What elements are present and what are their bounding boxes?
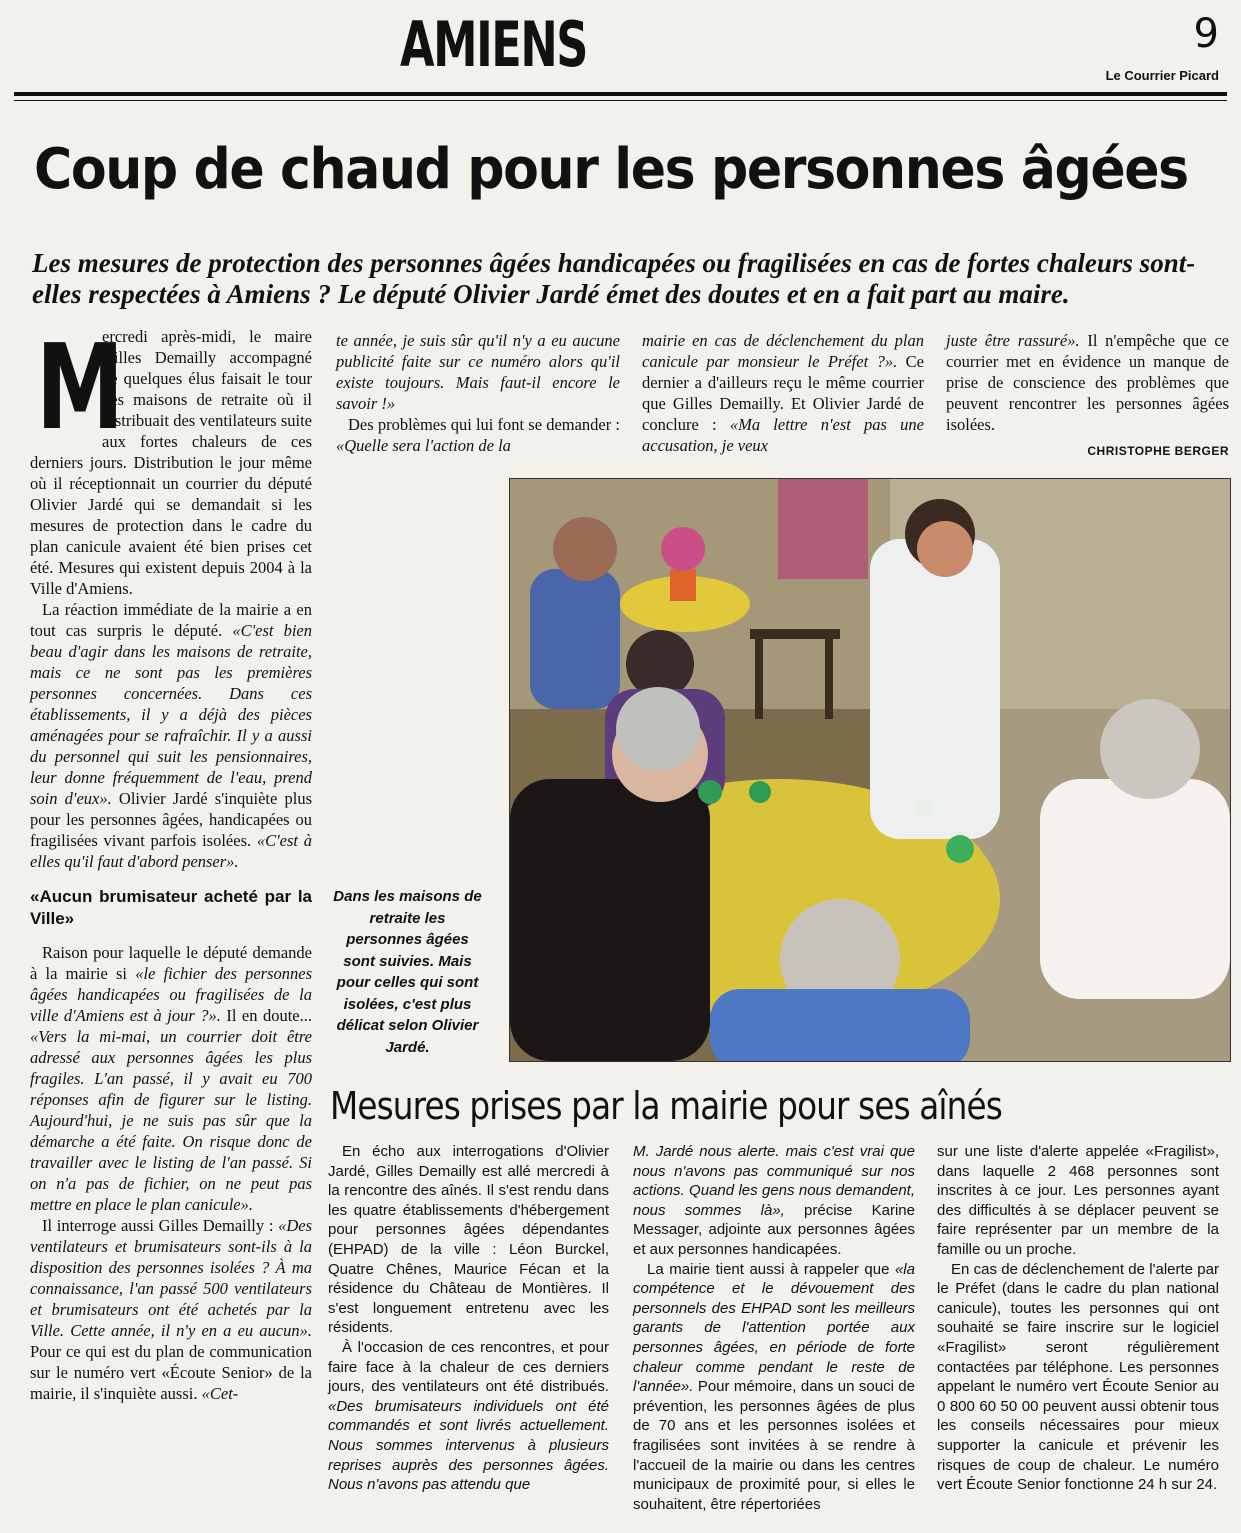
sidebar-column-1 (328, 1142, 609, 1495)
masthead-rule-thin (14, 100, 1227, 101)
paragraph: M. Jardé nous alerte. mais c'est vrai que nous n'avons pas communiqué sur nos actions. Quand les gens nous demandent, nous sommes là», précise Karine Messager, adjointe aux personnes âgées et aux personnes handicapées. (633, 1143, 915, 1258)
article-column-1 (30, 318, 313, 1404)
headline: Coup de chaud pour les personnes âgées (34, 137, 1188, 202)
paragraph: Raison pour laquelle le député demande à la mairie si «le fichier des personnes âgées handicapées ou fragilisées de la ville d'Amiens est à jour ?». Il en doute... «Vers la mi-mai, un courrier doit être adressé aux personnes âgées les plus fragiles. L'an passé, il y avait eu 700 réponses afin de figurer sur le listing. Aujourd'hui, je ne suis pas sûr que la démarche a été faite. On risque donc de travailler avec le listing de l'an passé. Si on n'a pas de fichier, on ne peut pas mettre en place le plan canicule». (30, 943, 313, 1214)
deck: Les mesures de protection des personnes âgées handicapées ou fragilisées en cas de fortes chaleurs sont-elles respectées à Amiens ? Le député Olivier Jardé émet des doutes et en a fait part au maire. (32, 248, 1196, 309)
sidebar-column-3 (937, 1142, 1219, 1495)
article-column-3 (642, 330, 924, 456)
byline: CHRISTOPHE BERGER (1087, 444, 1229, 458)
newspaper-name: Le Courrier Picard (1105, 68, 1219, 83)
paragraph: En cas de déclenchement de l'alerte par le Préfet (dans le cadre du plan national canicule), toutes les personnes qui ont souhaité se faire inscrire sur le logiciel «Fragilist» seront régulièrement contactées par téléphone. Les personnes appelant le numéro vert Écoute Senior au 0 800 60 50 00 peuvent aussi obtenir tous les conseils nécessaires pour mieux supporter la canicule et prévenir les risques de coup de chaleur. Le numéro vert Écoute Senior fonctionne 24 h sur 24. (937, 1260, 1219, 1494)
photo-elderly-residents (509, 478, 1231, 1062)
paragraph: Des problèmes qui lui font se demander : «Quelle sera l'action de la (336, 415, 620, 455)
paragraph: Il interroge aussi Gilles Demailly : «Des ventilateurs et brumisateurs sont-ils à la disposition des personnes isolées ? À ma connaissance, l'an passé 500 ventilateurs et brumisateurs ont été achetés par la Ville. Cette année, il n'y en a eu aucun». Pour ce qui est du plan de communication sur le numéro vert «Écoute Senior» de la mairie, il s'inquiète aussi. «Cet- (30, 1216, 312, 1403)
subheading: «Aucun brumisateur acheté par la Ville» (30, 887, 312, 928)
paragraph: La réaction immédiate de la mairie a en tout cas surpris le député. «C'est bien beau d'agir dans les maisons de retraite, mais ce ne sont pas les premières personnes concernées. Dans ces établissements, il y a déjà des pièces aménagées pour se rafraîchir. Il y a aussi du personnel qui suit les pensionnaires, leur donne fréquemment de l'eau, prend soin d'eux». Olivier Jardé s'inquiète plus pour les personnes âgées, handicapées ou fragilisées vivant parfois isolées. «C'est à elles qu'il faut d'abord penser». (30, 600, 312, 871)
photo-illustration (510, 479, 1230, 1061)
page-number: 9 (1193, 11, 1219, 57)
paragraph: mairie en cas de déclenchement du plan canicule par monsieur le Préfet ?». Ce dernier a d'ailleurs reçu le même courrier que Gilles Demailly. Et Olivier Jardé de conclure : «Ma lettre n'est pas une accusation, je veux (642, 331, 924, 455)
paragraph: La mairie tient aussi à rappeler que «la compétence et le dévouement des personnels des EHPAD sont les meilleurs garants de l'attention portée aux personnes âgées, en période de forte chaleur comme pendant le reste de l'année». Pour mémoire, dans un souci de prévention, les personnes âgées de plus de 70 ans et les personnes isolées et fragilisées sont invitées à se rendre à l'accueil de la mairie ou dans les centres municipaux de proximité pour, si elles le souhaitent, être répertoriées (633, 1260, 915, 1513)
paragraph: En écho aux interrogations d'Olivier Jardé, Gilles Demailly est allé mercredi à la rencontre des aînés. Il s'est rendu dans les quatre établissements d'hébergement pour personnes âgées dépendantes (EHPAD) de la ville : Léon Burckel, Quatre Chênes, Maurice Fécan et la résidence du Château de Montières. Il s'est longuement entretenu avec les résidents. (328, 1143, 609, 1337)
paragraph: te année, je suis sûr qu'il n'y a eu aucune publicité faite sur ce numéro alors qu'il existe toujours. Mais faut-il encore le savoir !» (336, 331, 620, 413)
paragraph: ercredi après-midi, le maire Gilles Demailly accompagné de quelques élus faisait le tour des maisons de retraite où il distribuait des ventilateurs suite aux fortes chaleurs de ces derniers jours. Distribution le jour même où il réceptionnait un courrier du député Olivier Jardé qui se demandait si les mesures de protection dans le cadre du plan canicule avaient été bien prises cet été. Mesures qui existent depuis 2004 à la Ville d'Amiens. (30, 327, 312, 598)
drop-cap: M (36, 318, 125, 456)
paragraph: sur une liste d'alerte appelée «Fragilist», dans laquelle 2 468 personnes sont inscrites à ce jour. Les personnes ayant des difficultés à se déplacer peuvent se faire représenter par un membre de la famille ou un proche. (937, 1143, 1219, 1258)
section-title: AMIENS (400, 8, 587, 81)
paragraph: juste être rassuré». Il n'empêche que ce courrier met en évidence un manque de prise de conscience des problèmes que peuvent rencontrer les personnes âgées isolées. (946, 331, 1229, 434)
article-column-4 (946, 330, 1229, 462)
photo-caption: Dans les maisons de retraite les personnes âgées sont suivies. Mais pour celles qui sont isolées, c'est plus délicat selon Olivier Jardé. (333, 888, 482, 1056)
masthead-rule (14, 92, 1227, 96)
sidebar-headline: Mesures prises par la mairie pour ses aînés (330, 1084, 1002, 1128)
sidebar-column-2 (633, 1142, 915, 1514)
article-column-2 (336, 330, 620, 456)
paragraph: À l'occasion de ces rencontres, et pour faire face à la chaleur de ces derniers jours, des ventilateurs ont été distribués. «Des brumisateurs individuels ont été commandés et sont livrés actuellement. Nous sommes intervenus à plusieurs reprises auprès des personnes âgées. Nous n'avons pas attendu que (328, 1338, 609, 1494)
